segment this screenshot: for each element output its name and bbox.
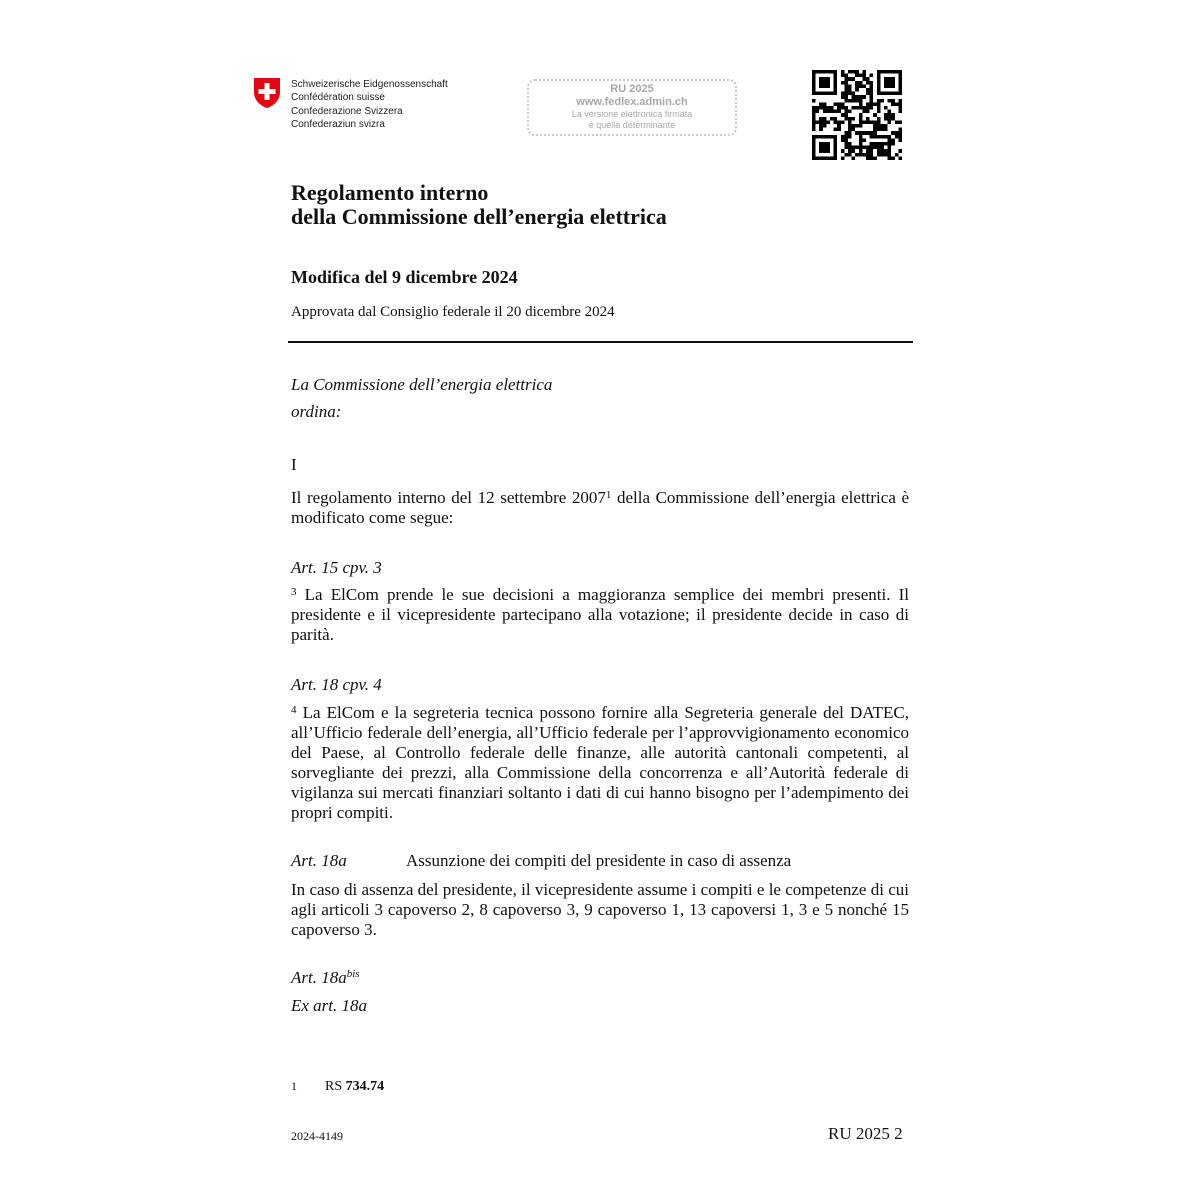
confederation-name-de: Schweizerische Eidgenossenschaft xyxy=(291,79,448,90)
art15-paragraph xyxy=(291,585,909,645)
art18-text: La ElCom e la segreteria tecnica possono fornire alla Segreteria generale del DATEC, all’Ufficio federale dell’energia, all’Ufficio federale per l’approvvigionamento economico del Paese, al Controllo federale delle finanze, alle autorità cantonali competenti, al sorvegliante dei prezzi, alla Commissione della concorrenza e all’Autorità federale di vigilanza sui mercati finanziari soltanto i dati di cui hanno bisogno per l’adempimento dei propri compiti. xyxy=(291,703,909,822)
art15-text: La ElCom prende le sue decisioni a maggioranza semplice dei membri presenti. Il presidente e il vicepresidente partecipano alla votazione; il presidente decide in caso di parità. xyxy=(291,585,909,644)
art18-paragraph xyxy=(291,703,909,823)
art18a-label: Art. 18a xyxy=(291,851,347,870)
document-title xyxy=(291,181,667,229)
art18abis-suffix: bis xyxy=(346,968,360,980)
intro-text-before: Il regolamento interno del 12 settembre 2007 xyxy=(291,488,606,507)
confederation-names xyxy=(291,78,448,131)
ex-article-note: Ex art. 18a xyxy=(291,996,368,1015)
swiss-cross-icon xyxy=(253,77,281,109)
art18abis-label: Art. 18a xyxy=(291,968,347,987)
intro-paragraph xyxy=(291,488,909,528)
stamp-note-line1: La versione elettronica firmata xyxy=(571,109,693,119)
art18a-paragraph: In caso di assenza del presidente, il vicepresidente assume i compiti e le competenze di cui agli articoli 3 capoverso 2, 8 capoverso 3, 9 capoverso 1, 13 capoversi 1, 3 e 5 nonché 15 capoverso 3. xyxy=(291,880,909,939)
art18-heading: Art. 18 cpv. 4 xyxy=(291,675,382,694)
art18a-title: Assunzione dei compiti del presidente in caso di assenza xyxy=(406,851,792,870)
art15-paragraph-number: 3 xyxy=(291,586,297,598)
intro-text-after: della Commissione dell’energia elettrica è modificato come segue: xyxy=(291,488,909,527)
art18abis-heading xyxy=(291,968,360,988)
qr-code-icon xyxy=(812,70,902,160)
title-line-2: della Commissione dell’energia elettrica xyxy=(291,204,667,229)
title-divider xyxy=(288,341,913,343)
preamble-authority: La Commissione dell’energia elettrica xyxy=(291,375,553,394)
stamp-note-line2: è quella determinante xyxy=(588,120,676,130)
approval-note: Approvata dal Consiglio federale il 20 dicembre 2024 xyxy=(291,304,615,320)
confederation-name-fr: Confédération suisse xyxy=(291,92,385,104)
document-number: 2024-4149 xyxy=(291,1129,343,1143)
art15-heading: Art. 15 cpv. 3 xyxy=(291,558,382,577)
confederation-name-it: Confederazione Svizzera xyxy=(291,105,403,117)
footnote-reference[interactable]: 734.74 xyxy=(345,1079,385,1094)
section-numeral: I xyxy=(291,455,297,474)
official-compilation-ref: RU 2025 2 xyxy=(828,1124,903,1143)
footnote xyxy=(291,1079,384,1095)
footnote-number: 1 xyxy=(291,1079,297,1093)
art18-paragraph-number: 4 xyxy=(291,704,297,716)
footnote-ref[interactable]: 1 xyxy=(605,489,612,501)
publication-stamp xyxy=(527,79,737,136)
confederation-name-rm: Confederaziun svizra xyxy=(291,118,385,130)
amendment-date: Modifica del 9 dicembre 2024 xyxy=(291,267,518,287)
preamble-ordina: ordina: xyxy=(291,402,342,421)
stamp-collection: RU 2025 xyxy=(610,83,654,95)
stamp-url[interactable]: www.fedlex.admin.ch xyxy=(576,96,688,108)
title-line-1: Regolamento interno xyxy=(291,180,489,205)
footnote-prefix: RS xyxy=(325,1079,346,1094)
preamble xyxy=(291,371,552,425)
